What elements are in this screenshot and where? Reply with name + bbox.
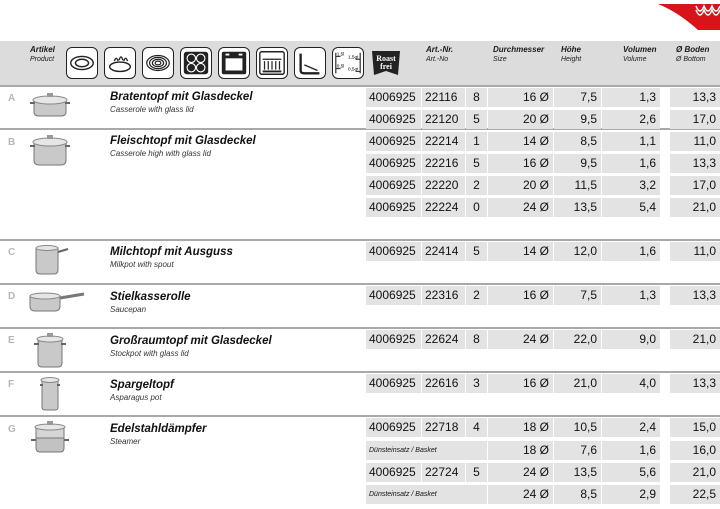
check-digit-cell: 1: [466, 132, 487, 151]
ean-cell: 4006925: [366, 88, 421, 107]
article-number-cell: 22116: [422, 88, 465, 107]
article-number-cell: 22616: [422, 374, 465, 393]
group-separator: [0, 85, 720, 87]
product-subtitle: Casserole high with glass lid: [110, 149, 211, 158]
article-number-cell: 22624: [422, 330, 465, 349]
product-name: Milchtopf mit Ausguss: [110, 246, 233, 258]
ean-cell: 4006925: [366, 198, 421, 217]
ean-cell: 4006925: [366, 176, 421, 195]
diameter-cell: 14 Ø: [488, 132, 553, 151]
basket-label: Dünsteinsatz / Basket: [366, 485, 487, 504]
bottom-diameter-cell: 11,0: [670, 242, 720, 261]
diameter-cell: 18 Ø: [488, 418, 553, 437]
volume-cell: 1,6: [602, 242, 660, 261]
product-letter: E: [8, 335, 15, 346]
check-digit-cell: 8: [466, 88, 487, 107]
header-artnr: Art.-Nr. Art.-No: [426, 45, 454, 63]
measuring-scale-icon: [332, 47, 364, 79]
height-cell: 7,6: [554, 441, 601, 460]
height-cell: 13,5: [554, 198, 601, 217]
volume-cell: 4,0: [602, 374, 660, 393]
header-boden: Ø Boden Ø Bottom: [676, 45, 710, 63]
height-cell: 21,0: [554, 374, 601, 393]
diameter-cell: 24 Ø: [488, 463, 553, 482]
diameter-cell: 20 Ø: [488, 110, 553, 129]
electric-coil-icon: [142, 47, 174, 79]
bottom-diameter-cell: 22,5: [670, 485, 720, 504]
bottom-diameter-cell: 13,3: [670, 286, 720, 305]
ean-cell: 4006925: [366, 418, 421, 437]
casserole-high-image: [28, 132, 72, 168]
group-separator: [0, 327, 720, 329]
check-digit-cell: 4: [466, 418, 487, 437]
diameter-cell: 24 Ø: [488, 330, 553, 349]
check-digit-cell: 0: [466, 198, 487, 217]
diameter-cell: 20 Ø: [488, 176, 553, 195]
height-cell: 12,0: [554, 242, 601, 261]
check-digit-cell: 5: [466, 110, 487, 129]
article-number-cell: 22216: [422, 154, 465, 173]
article-number-cell: 22724: [422, 463, 465, 482]
ean-cell: 4006925: [366, 110, 421, 129]
check-digit-cell: 5: [466, 242, 487, 261]
bottom-diameter-cell: 17,0: [670, 110, 720, 129]
diameter-cell: 24 Ø: [488, 485, 553, 504]
ceramic-hob-icon: [180, 47, 212, 79]
check-digit-cell: 5: [466, 154, 487, 173]
ean-cell: 4006925: [366, 132, 421, 151]
height-cell: 8,5: [554, 132, 601, 151]
product-name: Spargeltopf: [110, 379, 174, 391]
check-digit-cell: 2: [466, 176, 487, 195]
pouring-rim-icon: [294, 47, 326, 79]
svg-text:1,5l: 1,5l: [336, 51, 345, 57]
volume-cell: 3,2: [602, 176, 660, 195]
article-number-cell: 22214: [422, 132, 465, 151]
product-letter: D: [8, 291, 16, 302]
ean-cell: 4006925: [366, 374, 421, 393]
height-cell: 10,5: [554, 418, 601, 437]
basket-label: Dünsteinsatz / Basket: [366, 441, 487, 460]
article-number-cell: 22718: [422, 418, 465, 437]
height-cell: 22,0: [554, 330, 601, 349]
article-number-cell: 22414: [422, 242, 465, 261]
product-letter: C: [8, 247, 16, 258]
check-digit-cell: 3: [466, 374, 487, 393]
check-digit-cell: 2: [466, 286, 487, 305]
product-subtitle: Milkpot with spout: [110, 260, 174, 269]
bottom-diameter-cell: 21,0: [670, 198, 720, 217]
article-number-cell: 22224: [422, 198, 465, 217]
bottom-diameter-cell: 21,0: [670, 463, 720, 482]
volume-cell: 5,6: [602, 463, 660, 482]
corner-decoration: [658, 0, 720, 30]
product-name: Großraumtopf mit Glasdeckel: [110, 335, 272, 347]
bottom-diameter-cell: 11,0: [670, 132, 720, 151]
svg-text:1,5qt: 1,5qt: [348, 54, 359, 60]
product-name: Edelstahldämpfer: [110, 423, 207, 435]
svg-text:Roast: Roast: [376, 54, 396, 63]
header-artikel: Artikel Product: [30, 45, 55, 63]
volume-cell: 2,9: [602, 485, 660, 504]
height-cell: 8,5: [554, 485, 601, 504]
header-volumen: Volumen Volume: [623, 45, 657, 63]
product-subtitle: Stockpot with glass lid: [110, 349, 189, 358]
group-separator: [0, 239, 720, 241]
induction-hob-icon: [66, 47, 98, 79]
ean-cell: 4006925: [366, 154, 421, 173]
check-digit-cell: 5: [466, 463, 487, 482]
stockpot-image: [28, 331, 72, 369]
svg-text:0,5qt: 0,5qt: [348, 66, 359, 72]
svg-text:0,5l: 0,5l: [336, 63, 345, 69]
table-header: [0, 41, 720, 85]
bottom-diameter-cell: 15,0: [670, 418, 720, 437]
volume-cell: 1,6: [602, 154, 660, 173]
check-digit-cell: 8: [466, 330, 487, 349]
volume-cell: 5,4: [602, 198, 660, 217]
volume-cell: 2,6: [602, 110, 660, 129]
bottom-diameter-cell: 17,0: [670, 176, 720, 195]
gas-burner-icon: [104, 47, 136, 79]
bottom-diameter-cell: 13,3: [670, 154, 720, 173]
diameter-cell: 18 Ø: [488, 441, 553, 460]
group-separator: [0, 371, 720, 373]
volume-cell: 9,0: [602, 330, 660, 349]
height-cell: 7,5: [554, 88, 601, 107]
height-cell: 7,5: [554, 286, 601, 305]
diameter-cell: 14 Ø: [488, 242, 553, 261]
milkpot-image: [28, 242, 72, 276]
saucepan-image: [28, 288, 86, 316]
product-letter: B: [8, 137, 16, 148]
group-separator: [0, 415, 720, 417]
article-number-cell: 22120: [422, 110, 465, 129]
product-name: Bratentopf mit Glasdeckel: [110, 91, 253, 103]
bottom-diameter-cell: 13,3: [670, 374, 720, 393]
volume-cell: 1,3: [602, 88, 660, 107]
product-letter: A: [8, 93, 16, 104]
diameter-cell: 16 Ø: [488, 374, 553, 393]
svg-text:frei: frei: [380, 62, 392, 71]
height-cell: 11,5: [554, 176, 601, 195]
bottom-diameter-cell: 16,0: [670, 441, 720, 460]
product-subtitle: Asparagus pot: [110, 393, 162, 402]
header-durchmesser: Durchmesser Size: [493, 45, 545, 63]
article-number-cell: 22220: [422, 176, 465, 195]
bottom-diameter-cell: 13,3: [670, 88, 720, 107]
article-number-cell: 22316: [422, 286, 465, 305]
diameter-cell: 16 Ø: [488, 88, 553, 107]
diameter-cell: 16 Ø: [488, 154, 553, 173]
height-cell: 9,5: [554, 110, 601, 129]
volume-cell: 1,1: [602, 132, 660, 151]
roast-frei-icon: [370, 47, 402, 79]
steamer-image: [28, 420, 72, 456]
ean-cell: 4006925: [366, 463, 421, 482]
casserole-image: [28, 88, 72, 120]
product-letter: F: [8, 379, 15, 390]
height-cell: 9,5: [554, 154, 601, 173]
asparagus-pot-image: [28, 375, 72, 413]
group-separator: [0, 283, 720, 285]
volume-cell: 2,4: [602, 418, 660, 437]
diameter-cell: 16 Ø: [488, 286, 553, 305]
volume-cell: 1,6: [602, 441, 660, 460]
product-name: Stielkasserolle: [110, 291, 191, 303]
product-letter: G: [8, 424, 16, 435]
header-hoehe: Höhe Height: [561, 45, 582, 63]
diameter-cell: 24 Ø: [488, 198, 553, 217]
bottom-diameter-cell: 21,0: [670, 330, 720, 349]
ean-cell: 4006925: [366, 330, 421, 349]
volume-cell: 1,3: [602, 286, 660, 305]
ean-cell: 4006925: [366, 242, 421, 261]
dishwasher-icon: [256, 47, 288, 79]
product-subtitle: Saucepan: [110, 305, 147, 314]
ean-cell: 4006925: [366, 286, 421, 305]
product-name: Fleischtopf mit Glasdeckel: [110, 135, 256, 147]
product-subtitle: Casserole with glass lid: [110, 105, 194, 114]
height-cell: 13,5: [554, 463, 601, 482]
oven-icon: [218, 47, 250, 79]
product-subtitle: Steamer: [110, 437, 141, 446]
